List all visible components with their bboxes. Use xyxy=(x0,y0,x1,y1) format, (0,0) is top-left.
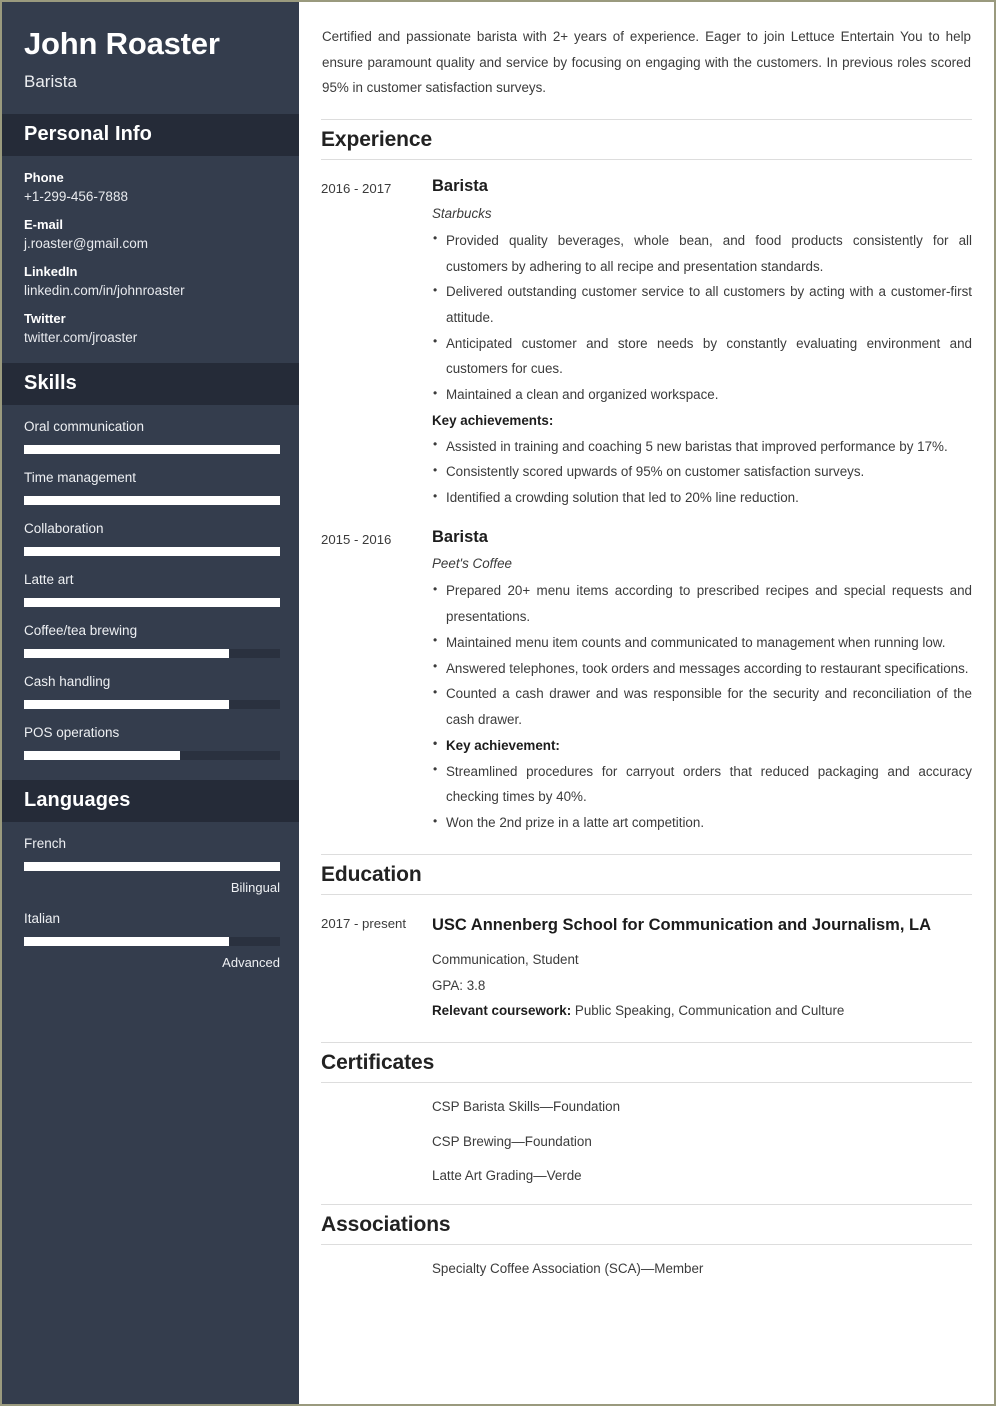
skill-row xyxy=(24,419,279,454)
skill-bar-track xyxy=(24,547,280,556)
study-field: Communication, Student xyxy=(432,951,579,967)
skill-label: POS operations xyxy=(24,724,120,740)
entry-dates: 2017 - present xyxy=(321,915,407,931)
associations-list xyxy=(321,1245,972,1299)
entry-bullets xyxy=(432,228,972,511)
languages-heading: Languages xyxy=(24,788,131,811)
language-bar-track xyxy=(24,937,280,946)
skill-bar-fill xyxy=(24,649,229,658)
bullet-item: • Maintained menu item counts and communicated to management when running low. xyxy=(432,630,972,656)
language-label: Italian xyxy=(24,910,61,926)
bullet-subheading: Key achievements: xyxy=(432,412,554,428)
language-bar-track xyxy=(24,862,280,871)
coursework-value: Public Speaking, Communication and Culture xyxy=(574,1003,845,1019)
certificate-text: Latte Art Grading—Verde xyxy=(432,1168,582,1183)
contact-item-email xyxy=(24,217,279,251)
entry-body xyxy=(432,525,972,836)
language-row xyxy=(24,911,279,970)
bullet-item: • Won the 2nd prize in a latte art competition. xyxy=(432,810,972,836)
entry-body xyxy=(432,909,972,1024)
date-column-spacer xyxy=(321,1258,432,1279)
entry-title: Barista xyxy=(432,177,488,196)
language-bar-fill xyxy=(24,862,280,871)
entry-bullets xyxy=(432,578,972,835)
bullet-subheading: • Key achievement: xyxy=(432,733,972,759)
bullet-item: • Identified a crowding solution that led to 20% line reduction. xyxy=(432,485,972,511)
school-name: USC Annenberg School for Communication and Journalism, LA xyxy=(432,915,932,934)
certificates-heading: Certificates xyxy=(321,1051,435,1075)
skill-bar-fill xyxy=(24,751,180,760)
sidebar xyxy=(2,2,299,1404)
bullet-item: • Answered telephones, took orders and messages according to restaurant specifications. xyxy=(432,656,972,682)
skills-heading: Skills xyxy=(24,371,77,394)
bullet-item: • Prepared 20+ menu items according to prescribed recipes and special requests and presentations. xyxy=(432,578,972,629)
entry-body xyxy=(432,174,972,511)
language-level: Bilingual xyxy=(230,879,280,895)
profile-summary: Certified and passionate barista with 2+ years of experience. Eager to join Lettuce Entertain You to help ensure paramount quality and service by focusing on engaging with the customers. In previous roles scored 95% in customer satisfaction surveys. xyxy=(322,29,971,96)
gpa: GPA: 3.8 xyxy=(432,977,486,993)
skill-label: Oral communication xyxy=(24,418,145,434)
languages-list xyxy=(2,822,299,990)
experience-section-header xyxy=(321,119,972,160)
skill-row xyxy=(24,470,279,505)
bullet-item: • Maintained a clean and organized workspace. xyxy=(432,382,972,408)
bullet-item: • Assisted in training and coaching 5 new baristas that improved performance by 17%. xyxy=(432,434,972,460)
certificate-text: CSP Brewing—Foundation xyxy=(432,1133,592,1149)
language-level: Advanced xyxy=(222,954,280,970)
skill-label: Time management xyxy=(24,469,137,485)
entry-dates: 2015 - 2016 xyxy=(321,531,392,547)
personal-info-header xyxy=(2,114,299,156)
language-label: French xyxy=(24,835,67,851)
language-bar-fill xyxy=(24,937,229,946)
candidate-name: John Roaster xyxy=(24,26,220,61)
bullet-item: • Delivered outstanding customer service to all customers by acting with a customer-first attitude. xyxy=(432,279,972,330)
certificate-text: CSP Barista Skills—Foundation xyxy=(432,1099,621,1115)
bullet-item: • Provided quality beverages, whole bean, and food products consistently for all customers by adhering to all recipe and presentation standards. xyxy=(432,228,972,279)
skill-bar-track xyxy=(24,649,280,658)
coursework-label: Relevant coursework: xyxy=(432,1003,572,1019)
contact-item-phone xyxy=(24,170,279,204)
skill-bar-track xyxy=(24,598,280,607)
experience-entry xyxy=(321,160,972,511)
certificates-section-header xyxy=(321,1042,972,1083)
certificate-item xyxy=(321,1118,972,1152)
skill-bar-fill xyxy=(24,547,280,556)
skill-label: Collaboration xyxy=(24,520,104,536)
contact-value: linkedin.com/in/johnroaster xyxy=(24,282,185,298)
certificates-list xyxy=(321,1083,972,1186)
date-column-spacer xyxy=(321,1165,432,1186)
contact-label: Twitter xyxy=(24,310,66,326)
personal-info-list xyxy=(2,156,299,363)
skill-bar-fill xyxy=(24,700,229,709)
skill-row xyxy=(24,521,279,556)
skill-bar-track xyxy=(24,751,280,760)
contact-label: Phone xyxy=(24,169,64,185)
association-item xyxy=(321,1245,972,1279)
skill-bar-fill xyxy=(24,496,280,505)
language-row xyxy=(24,836,279,895)
skill-row xyxy=(24,725,279,760)
skill-label: Coffee/tea brewing xyxy=(24,622,138,638)
skill-bar-track xyxy=(24,700,280,709)
entry-title: Barista xyxy=(432,527,488,546)
experience-entry xyxy=(321,511,972,836)
contact-value: j.roaster@gmail.com xyxy=(24,235,148,251)
skill-row xyxy=(24,674,279,709)
certificate-item xyxy=(321,1083,972,1117)
personal-info-heading: Personal Info xyxy=(24,122,152,145)
contact-label: LinkedIn xyxy=(24,263,78,279)
name-block xyxy=(2,2,299,114)
associations-section-header xyxy=(321,1204,972,1245)
education-heading: Education xyxy=(321,862,422,886)
date-column-spacer xyxy=(321,1096,432,1117)
contact-item-linkedin xyxy=(24,264,279,298)
skills-header xyxy=(2,363,299,405)
experience-heading: Experience xyxy=(321,128,433,152)
entry-organization: Starbucks xyxy=(432,205,492,221)
association-text: Specialty Coffee Association (SCA)—Member xyxy=(432,1261,704,1277)
skill-row xyxy=(24,623,279,658)
main-content xyxy=(299,2,994,1404)
contact-value: twitter.com/jroaster xyxy=(24,329,138,345)
candidate-job-title: Barista xyxy=(24,71,77,91)
skill-bar-fill xyxy=(24,598,280,607)
bullet-item: • Anticipated customer and store needs by constantly evaluating environment and customers for cues. xyxy=(432,331,972,382)
skill-bar-fill xyxy=(24,445,280,454)
contact-item-twitter xyxy=(24,311,279,345)
skill-bar-track xyxy=(24,496,280,505)
skill-label: Latte art xyxy=(24,571,74,587)
associations-heading: Associations xyxy=(321,1213,451,1237)
bullet-item: • Counted a cash drawer and was responsible for the security and reconciliation of the cash drawer. xyxy=(432,681,972,732)
bullet-item: • Streamlined procedures for carryout orders that reduced packaging and accuracy checking times by 40%. xyxy=(432,759,972,810)
skill-bar-track xyxy=(24,445,280,454)
education-entry xyxy=(321,895,972,1024)
certificate-item xyxy=(321,1152,972,1186)
education-section-header xyxy=(321,854,972,895)
skill-label: Cash handling xyxy=(24,673,111,689)
skills-list xyxy=(2,405,299,780)
entry-organization: Peet's Coffee xyxy=(432,556,512,572)
skill-row xyxy=(24,572,279,607)
relevant-coursework xyxy=(432,998,972,1024)
languages-header xyxy=(2,780,299,822)
contact-label: E-mail xyxy=(24,216,64,232)
contact-value: +1-299-456-7888 xyxy=(24,188,128,204)
date-column-spacer xyxy=(321,1131,432,1152)
bullet-item: • Consistently scored upwards of 95% on customer satisfaction surveys. xyxy=(432,459,972,485)
entry-dates: 2016 - 2017 xyxy=(321,181,392,197)
